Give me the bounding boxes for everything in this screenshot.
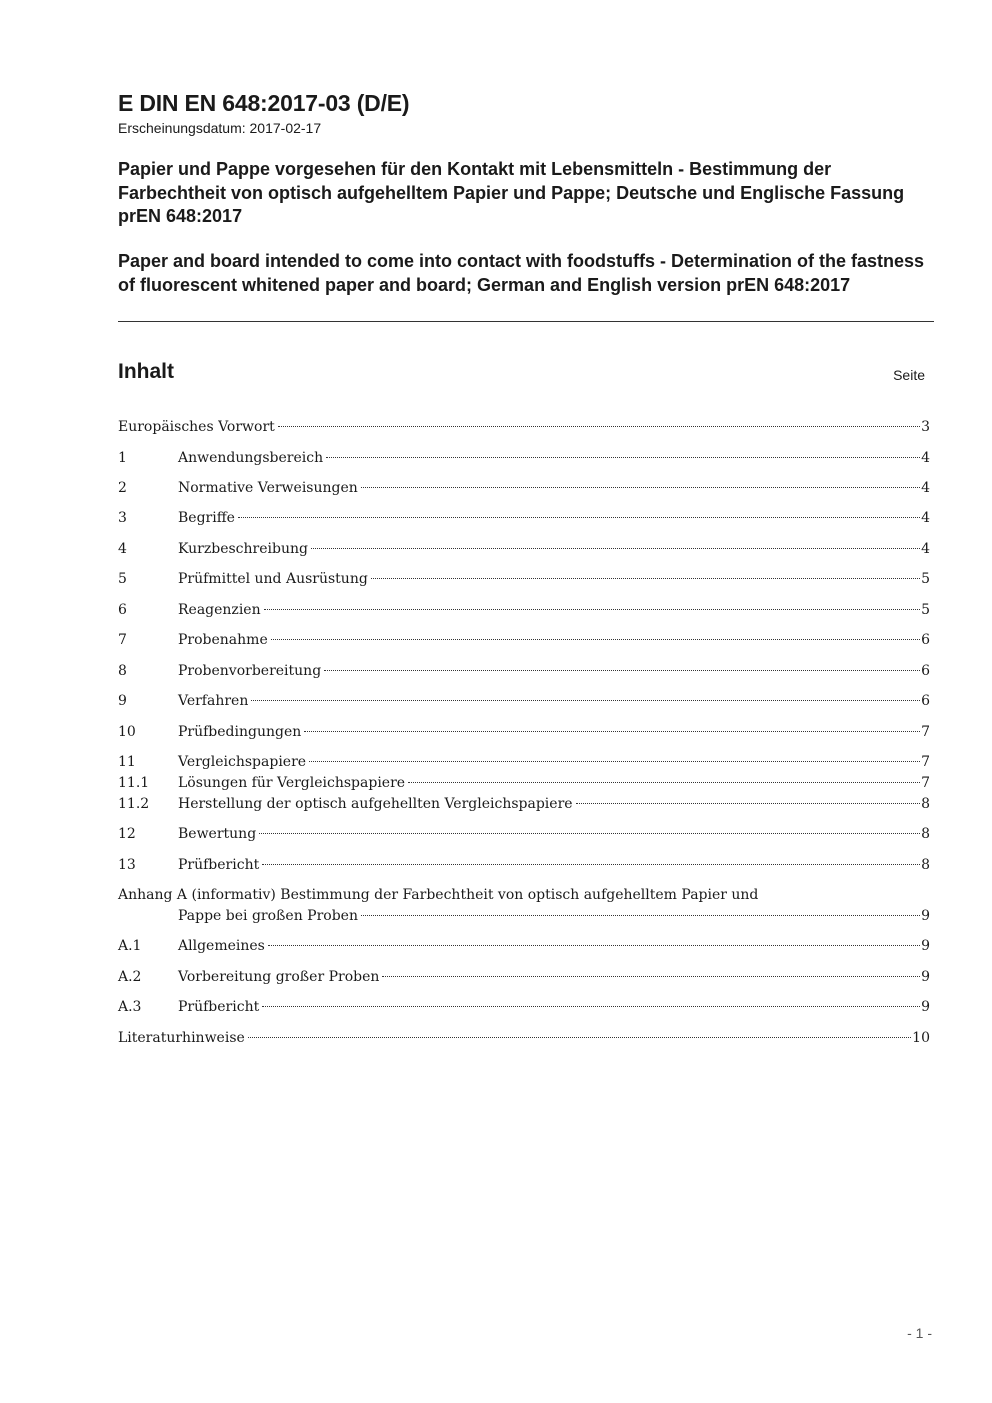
toc-entry-6[interactable] <box>118 600 930 620</box>
toc-entry-number: 1 <box>118 450 127 466</box>
toc-entry-title: Probenvorbereitung <box>178 663 322 679</box>
toc-entry-page: 6 <box>921 632 930 648</box>
toc-entry-title: Vergleichspapiere <box>178 754 307 770</box>
title-german: Papier und Pappe vorgesehen für den Kontakt mit Lebensmitteln - Bestimmung der Farbechtheit von optisch aufgehelltem Papier und Pappe; Deutsche und Englische Fassung prEN 648:2017 <box>118 159 905 226</box>
toc-entry-page: 4 <box>921 450 930 466</box>
toc-leader-dots <box>408 782 920 783</box>
toc-entry-number: 8 <box>118 663 127 679</box>
toc-leader-dots <box>271 639 920 640</box>
toc-entry-title: Europäisches Vorwort <box>118 419 275 435</box>
toc-heading: Inhalt <box>118 360 174 383</box>
toc-entry-number: 5 <box>118 571 127 587</box>
toc-entry-12[interactable] <box>118 824 930 844</box>
toc-leader-dots <box>268 945 920 946</box>
toc-entry-page: 9 <box>921 908 930 924</box>
toc-entry-foreword[interactable] <box>118 417 930 437</box>
toc-entry-title: Anwendungsbereich <box>178 450 324 466</box>
publication-date: Erscheinungsdatum: 2017-02-17 <box>118 120 322 136</box>
toc-entry-title: Normative Verweisungen <box>178 480 358 496</box>
toc-entry-number: 11.1 <box>118 775 150 791</box>
toc-entry-page: 3 <box>921 419 930 435</box>
toc-page-column-heading: Seite <box>893 367 925 383</box>
toc-entry-page: 5 <box>921 602 930 618</box>
toc-entry-11[interactable] <box>118 752 930 772</box>
toc-entry-title: Lösungen für Vergleichspapiere <box>178 775 406 791</box>
toc-entry-number: 11 <box>118 754 136 770</box>
toc-entry-2[interactable] <box>118 478 930 498</box>
toc-entry-number: 6 <box>118 602 127 618</box>
toc-leader-dots <box>278 426 920 427</box>
toc-leader-dots <box>262 864 920 865</box>
toc-entry-title: Reagenzien <box>178 602 261 618</box>
toc-entry-11-1[interactable] <box>118 773 930 793</box>
toc-entry-number: A.2 <box>118 969 142 985</box>
toc-leader-dots <box>371 578 920 579</box>
toc-leader-dots <box>382 976 920 977</box>
toc-entry-page: 8 <box>921 826 930 842</box>
toc-entry-number: A.1 <box>118 938 142 954</box>
toc-entry-11-2[interactable] <box>118 794 930 814</box>
toc-entry-page: 6 <box>921 693 930 709</box>
toc-entry-page: 5 <box>921 571 930 587</box>
toc-leader-dots <box>251 700 920 701</box>
toc-entry-number: 9 <box>118 693 127 709</box>
toc-entry-13[interactable] <box>118 855 930 875</box>
title-divider <box>118 321 934 322</box>
toc-annex-title-line1: Anhang A (informativ) Bestimmung der Farbechtheit von optisch aufgehelltem Papier und <box>118 887 759 903</box>
toc-leader-dots <box>361 487 920 488</box>
toc-entry-a2[interactable] <box>118 967 930 987</box>
toc-entry-title: Kurzbeschreibung <box>178 541 308 557</box>
toc-entry-page: 7 <box>921 775 930 791</box>
toc-leader-dots <box>326 457 920 458</box>
toc-leader-dots <box>576 803 921 804</box>
toc-leader-dots <box>264 609 920 610</box>
toc-entry-number: A.3 <box>118 999 142 1015</box>
toc-entry-page: 8 <box>921 796 930 812</box>
toc-entry-title: Vorbereitung großer Proben <box>178 969 380 985</box>
toc-leader-dots <box>304 731 920 732</box>
toc-annex-title-line2: Pappe bei großen Proben <box>178 908 358 924</box>
toc-entry-page: 4 <box>921 510 930 526</box>
toc-entry-5[interactable] <box>118 569 930 589</box>
toc-entry-title: Literaturhinweise <box>118 1030 245 1046</box>
toc-entry-title: Allgemeines <box>178 938 265 954</box>
toc-entry-title: Prüfbedingungen <box>178 724 302 740</box>
toc-entry-page: 4 <box>921 541 930 557</box>
toc-entry-number: 12 <box>118 826 136 842</box>
toc-entry-page: 9 <box>921 969 930 985</box>
toc-entry-1[interactable] <box>118 448 930 468</box>
toc-entry-number: 2 <box>118 480 127 496</box>
toc-entry-title: Prüfbericht <box>178 999 260 1015</box>
toc-entry-page: 7 <box>921 754 930 770</box>
toc-annex-title-line2-row <box>178 906 930 926</box>
toc-leader-dots <box>311 548 920 549</box>
toc-leader-dots <box>238 517 920 518</box>
toc-entry-9[interactable] <box>118 691 930 711</box>
toc-entry-bibliography[interactable] <box>118 1028 930 1048</box>
toc-entry-title: Bewertung <box>178 826 257 842</box>
toc-entry-number: 11.2 <box>118 796 150 812</box>
toc-leader-dots <box>309 761 920 762</box>
toc-entry-title: Prüfbericht <box>178 857 260 873</box>
toc-entry-title: Begriffe <box>178 510 235 526</box>
toc-entry-title: Probenahme <box>178 632 268 648</box>
toc-entry-a1[interactable] <box>118 936 930 956</box>
toc-entry-7[interactable] <box>118 630 930 650</box>
toc-leader-dots <box>361 915 920 916</box>
toc-entry-page: 9 <box>921 938 930 954</box>
toc-entry-page: 8 <box>921 857 930 873</box>
toc-entry-number: 10 <box>118 724 136 740</box>
toc-leader-dots <box>259 833 920 834</box>
toc-entry-page: 9 <box>921 999 930 1015</box>
toc-entry-title: Verfahren <box>178 693 249 709</box>
toc-entry-number: 13 <box>118 857 136 873</box>
toc-entry-number: 7 <box>118 632 127 648</box>
toc-entry-10[interactable] <box>118 722 930 742</box>
title-english: Paper and board intended to come into contact with foodstuffs - Determination of the fastness of fluorescent whitened paper and board; German and English version prEN 648:2017 <box>118 251 925 295</box>
toc-entry-number: 3 <box>118 510 127 526</box>
toc-entry-page: 6 <box>921 663 930 679</box>
toc-entry-title: Prüfmittel und Ausrüstung <box>178 571 368 587</box>
toc-entry-4[interactable] <box>118 539 930 559</box>
toc-leader-dots <box>324 670 920 671</box>
toc-entry-number: 4 <box>118 541 127 557</box>
toc-entry-a3[interactable] <box>118 997 930 1017</box>
toc-entry-3[interactable] <box>118 508 930 528</box>
toc-entry-title: Herstellung der optisch aufgehellten Vergleichspapiere <box>178 796 573 812</box>
toc-entry-page: 4 <box>921 480 930 496</box>
toc-entry-8[interactable] <box>118 661 930 681</box>
toc-entry-page: 7 <box>921 724 930 740</box>
document-id: E DIN EN 648:2017-03 (D/E) <box>118 90 410 116</box>
toc-leader-dots <box>248 1037 911 1038</box>
toc-entry-page: 10 <box>912 1030 930 1046</box>
page-number: - 1 - <box>907 1325 932 1341</box>
toc-leader-dots <box>262 1006 920 1007</box>
